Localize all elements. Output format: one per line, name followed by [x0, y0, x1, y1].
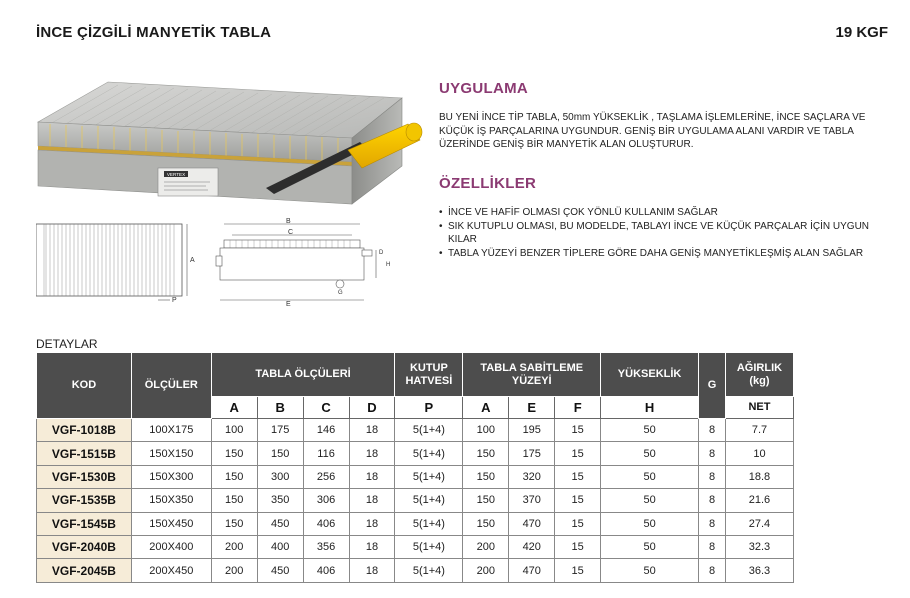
- table-cell: 406: [303, 559, 349, 582]
- col-header-g: G: [699, 353, 726, 419]
- table-cell: 50: [601, 559, 699, 582]
- table-cell: 21.6: [725, 489, 793, 512]
- table-cell: 150: [463, 512, 509, 535]
- table-cell: 18: [349, 442, 395, 465]
- table-cell: 8: [699, 419, 726, 442]
- table-cell: 18: [349, 465, 395, 488]
- table-cell: 200: [463, 535, 509, 558]
- page-title: İNCE ÇİZGİLİ MANYETİK TABLA: [36, 24, 272, 41]
- spec-table-body: [37, 419, 794, 583]
- table-row: [37, 465, 794, 488]
- dim-label-d: D: [379, 250, 384, 256]
- table-cell: 420: [509, 535, 555, 558]
- table-cell: 150X350: [131, 489, 211, 512]
- table-row: [37, 512, 794, 535]
- feature-item: • İNCE VE HAFİF OLMASI ÇOK YÖNLÜ KULLANIM SAĞLAR: [439, 206, 899, 220]
- dim-label-e: E: [286, 301, 291, 308]
- table-cell: 356: [303, 535, 349, 558]
- table-cell: 100: [211, 419, 257, 442]
- product-code-cell: VGF-1515B: [37, 442, 132, 465]
- table-row: [37, 535, 794, 558]
- details-label: DETAYLAR: [36, 337, 98, 351]
- table-cell: 100: [463, 419, 509, 442]
- table-cell: 50: [601, 535, 699, 558]
- feature-item: • SIK KUTUPLU OLMASI, BU MODELDE, TABLAYI İNCE VE KÜÇÜK PARÇALAR İÇİN UYGUN KILAR: [439, 220, 899, 247]
- table-cell: 150: [257, 442, 303, 465]
- table-cell: 50: [601, 442, 699, 465]
- table-cell: 5(1+4): [395, 559, 463, 582]
- table-cell: 150: [463, 489, 509, 512]
- product-code-cell: VGF-1018B: [37, 419, 132, 442]
- table-cell: 18: [349, 419, 395, 442]
- table-cell: 200: [211, 535, 257, 558]
- col-header-agirlik: AĞIRLIK (kg): [725, 353, 793, 397]
- table-cell: 5(1+4): [395, 419, 463, 442]
- col-header-tabla-sabitleme: TABLA SABİTLEME YÜZEYİ: [463, 353, 601, 397]
- table-cell: 470: [509, 559, 555, 582]
- table-cell: 50: [601, 489, 699, 512]
- dim-label-a: A: [190, 257, 195, 264]
- table-cell: 200: [463, 559, 509, 582]
- table-cell: 18: [349, 535, 395, 558]
- table-cell: 350: [257, 489, 303, 512]
- table-cell: 150: [211, 512, 257, 535]
- table-cell: 50: [601, 465, 699, 488]
- table-cell: 27.4: [725, 512, 793, 535]
- table-cell: 406: [303, 512, 349, 535]
- dim-label-b: B: [286, 218, 291, 225]
- subheader-b: B: [257, 397, 303, 419]
- table-cell: 150: [463, 465, 509, 488]
- table-row: [37, 559, 794, 582]
- col-header-yukseklik: YÜKSEKLİK: [601, 353, 699, 397]
- table-cell: 116: [303, 442, 349, 465]
- table-cell: 15: [555, 489, 601, 512]
- table-cell: 320: [509, 465, 555, 488]
- table-cell: 8: [699, 535, 726, 558]
- subheader-f: F: [555, 397, 601, 419]
- table-cell: 256: [303, 465, 349, 488]
- table-cell: 150: [463, 442, 509, 465]
- table-cell: 195: [509, 419, 555, 442]
- table-cell: 450: [257, 559, 303, 582]
- dim-label-p: P: [172, 297, 177, 304]
- table-cell: 5(1+4): [395, 512, 463, 535]
- table-cell: 32.3: [725, 535, 793, 558]
- table-cell: 146: [303, 419, 349, 442]
- table-cell: 8: [699, 442, 726, 465]
- features-heading: ÖZELLİKLER: [439, 175, 537, 192]
- product-photo: [30, 76, 430, 212]
- table-cell: 50: [601, 419, 699, 442]
- spec-table: [36, 352, 794, 583]
- table-cell: 150: [211, 465, 257, 488]
- side-view-drawing: [212, 216, 402, 308]
- table-row: [37, 489, 794, 512]
- weight-label: 19 KGF: [835, 24, 888, 41]
- table-cell: 150: [211, 442, 257, 465]
- table-cell: 50: [601, 512, 699, 535]
- dim-label-h: H: [386, 262, 391, 268]
- dim-label-c: C: [288, 229, 294, 236]
- table-cell: 5(1+4): [395, 489, 463, 512]
- table-cell: 100X175: [131, 419, 211, 442]
- table-cell: 5(1+4): [395, 465, 463, 488]
- table-cell: 15: [555, 465, 601, 488]
- table-cell: 8: [699, 489, 726, 512]
- col-header-tabla-olculeri: TABLA ÖLÇÜLERİ: [211, 353, 395, 397]
- table-cell: 306: [303, 489, 349, 512]
- table-cell: 15: [555, 559, 601, 582]
- table-cell: 18: [349, 489, 395, 512]
- table-cell: 400: [257, 535, 303, 558]
- table-cell: 175: [257, 419, 303, 442]
- application-heading: UYGULAMA: [439, 80, 529, 97]
- table-cell: 300: [257, 465, 303, 488]
- table-cell: 18: [349, 512, 395, 535]
- table-cell: 8: [699, 512, 726, 535]
- brand-label: VERTEX: [166, 172, 186, 177]
- table-cell: 15: [555, 535, 601, 558]
- table-cell: 150X300: [131, 465, 211, 488]
- table-cell: 8: [699, 465, 726, 488]
- col-header-kod: KOD: [37, 353, 132, 419]
- table-cell: 200X400: [131, 535, 211, 558]
- product-code-cell: VGF-2040B: [37, 535, 132, 558]
- subheader-net: NET: [725, 397, 793, 419]
- dim-label-g: G: [338, 290, 343, 296]
- product-code-cell: VGF-1535B: [37, 489, 132, 512]
- table-cell: 36.3: [725, 559, 793, 582]
- subheader-a2: A: [463, 397, 509, 419]
- table-cell: 5(1+4): [395, 442, 463, 465]
- subheader-a: A: [211, 397, 257, 419]
- subheader-p: P: [395, 397, 463, 419]
- table-cell: 18.8: [725, 465, 793, 488]
- table-row: [37, 419, 794, 442]
- table-cell: 7.7: [725, 419, 793, 442]
- table-cell: 150X450: [131, 512, 211, 535]
- table-cell: 10: [725, 442, 793, 465]
- col-header-olculer: ÖLÇÜLER: [131, 353, 211, 419]
- table-cell: 150: [211, 489, 257, 512]
- features-list: [439, 206, 899, 260]
- subheader-d: D: [349, 397, 395, 419]
- table-cell: 370: [509, 489, 555, 512]
- table-cell: 15: [555, 419, 601, 442]
- table-cell: 150X150: [131, 442, 211, 465]
- table-cell: 15: [555, 442, 601, 465]
- table-cell: 8: [699, 559, 726, 582]
- table-row: [37, 442, 794, 465]
- product-code-cell: VGF-2045B: [37, 559, 132, 582]
- product-code-cell: VGF-1530B: [37, 465, 132, 488]
- col-header-kutup-hatvesi: KUTUP HATVESİ: [395, 353, 463, 397]
- subheader-e: E: [509, 397, 555, 419]
- table-cell: 200X450: [131, 559, 211, 582]
- table-cell: 15: [555, 512, 601, 535]
- subheader-c: C: [303, 397, 349, 419]
- table-cell: 175: [509, 442, 555, 465]
- front-view-drawing: [36, 218, 196, 310]
- product-code-cell: VGF-1545B: [37, 512, 132, 535]
- feature-item: • TABLA YÜZEYİ BENZER TİPLERE GÖRE DAHA GENİŞ MANYETİKLEŞMİŞ ALAN SAĞLAR: [439, 247, 899, 261]
- table-cell: 200: [211, 559, 257, 582]
- table-cell: 5(1+4): [395, 535, 463, 558]
- table-cell: 18: [349, 559, 395, 582]
- subheader-h: H: [601, 397, 699, 419]
- application-text: BU YENİ İNCE TİP TABLA, 50mm YÜKSEKLİK , TAŞLAMA İŞLEMLERİNE, İNCE SAÇLARA VE KÜÇÜK İŞ PARÇALARINA UYGUNDUR. GENİŞ BİR UYGULAMA ALANI VARDIR VE TABLA ÜZERİNDE GENİŞ BİR MANYETİK ALAN OLUŞTURUR.: [439, 112, 866, 150]
- table-cell: 450: [257, 512, 303, 535]
- table-cell: 470: [509, 512, 555, 535]
